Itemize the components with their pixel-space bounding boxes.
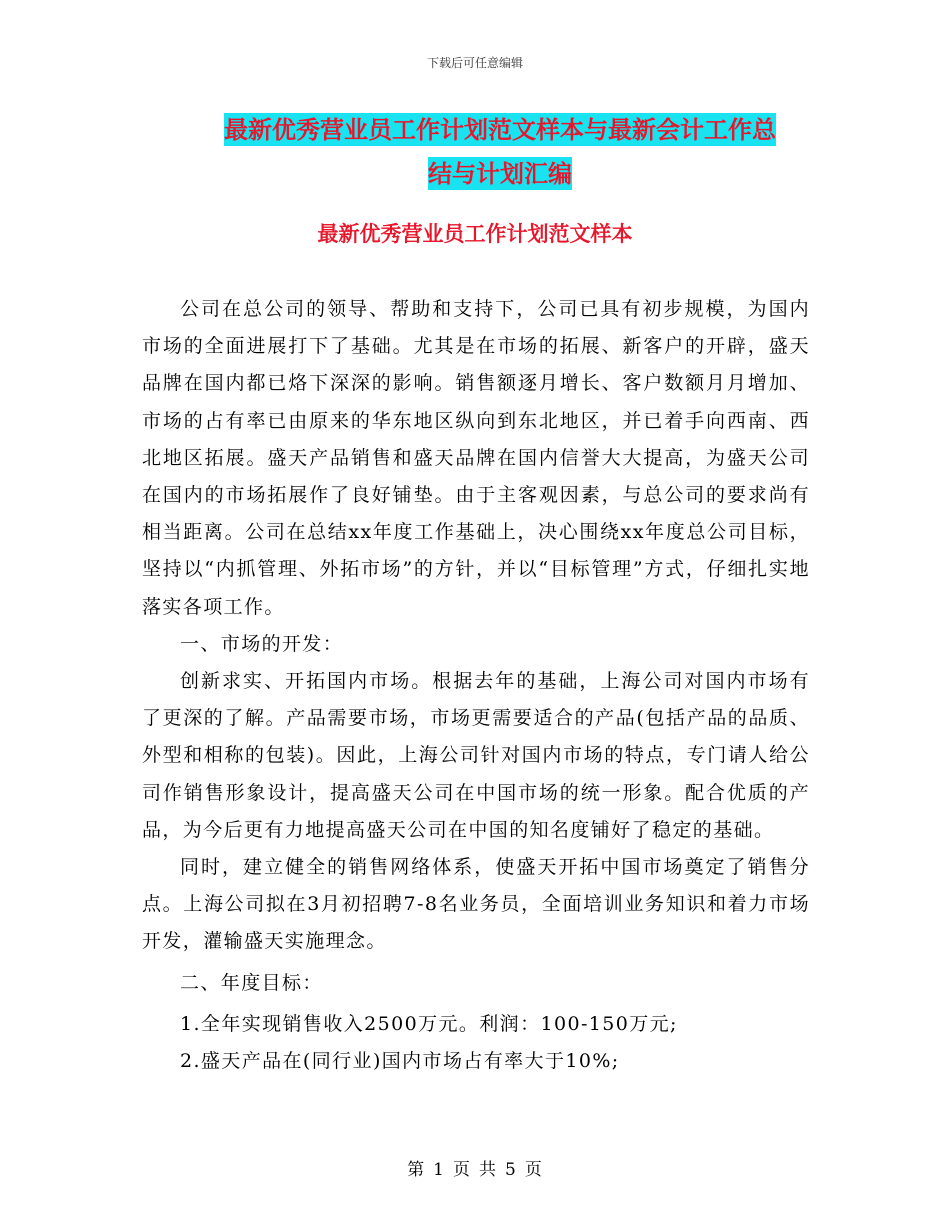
page-footer [0,1155,950,1180]
document-title-line-2: 结与计划汇编 [428,159,572,188]
total-pages: 5 [505,1160,517,1180]
goal-item-2: 2.盛天产品在(同行业)国内市场占有率大于10%; [180,1050,620,1073]
goal-item-1: 1.全年实现销售收入2500万元。利润：100-150万元; [180,1012,678,1035]
document-title [140,108,860,196]
market-paragraph: 创新求实、开拓国内市场。根据去年的基础，上海公司对国内市场有了更深的了解。产品需要市场，市场更需要适合的产品(包括产品的品质、外型和相称的包装)。因此，上海公司针对国内市场的特点，专门请人给公司作销售形象设计，提高盛天公司在中国市场的统一形象。配合优质的产品，为今后更有力地提高盛天公司在中国的知名度铺好了稳定的基础。 [142,670,810,841]
header-note: 下载后可任意编辑 [426,56,523,70]
page-label: 第 [407,1160,426,1180]
heading-annual-goals: 二、年度目标： [180,971,323,994]
intro-paragraph: 公司在总公司的领导、帮助和支持下，公司已具有初步规模，为国内市场的全面进展打下了基础。尤其是在市场的拓展、新客户的开辟，盛天品牌在国内都已烙下深深的影响。销售额逐月增长、客户数额月月增加、市场的占有率已由原来的华东地区纵向到东北地区，并已着手向西南、西北地区拓展。盛天产品销售和盛天品牌在国内信誉大大提高，为盛天公司在国内的市场拓展作了良好铺垫。由于主客观因素，与总公司的要求尚有相当距离。公司在总结xx年度工作基础上，决心围绕xx年度总公司目标，坚持以“内抓管理、外拓市场”的方针，并以“目标管理”方式，仔细扎实地落实各项工作。 [142,298,810,618]
network-paragraph: 同时，建立健全的销售网络体系，使盛天开拓中国市场奠定了销售分点。上海公司拟在3月初招聘7-8名业务员，全面培训业务知识和着力市场开发，灌输盛天实施理念。 [142,856,810,953]
section-title: 最新优秀营业员工作计划范文样本 [317,221,633,246]
page-number: 1 [433,1160,445,1180]
heading-market-development: 一、市场的开发： [180,632,344,655]
page-unit: 页 [453,1160,471,1180]
document-title-line-1: 最新优秀营业员工作计划范文样本与最新会计工作总 [224,115,776,144]
total-label: 共 [479,1160,497,1180]
total-unit: 页 [524,1160,543,1180]
document-body [142,291,810,1080]
